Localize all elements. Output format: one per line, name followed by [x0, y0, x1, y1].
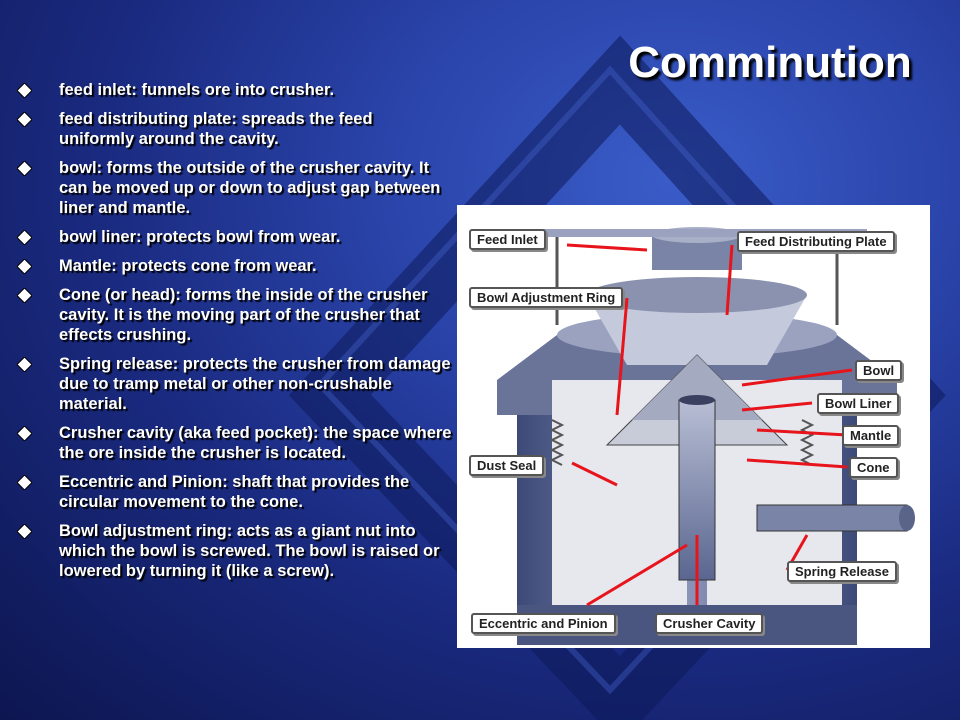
bullet-text: Spring release: protects the crusher from damage due to tramp metal or other non-crushable material.	[59, 355, 451, 413]
label-feed-inlet: Feed Inlet	[469, 229, 546, 250]
bullet-item	[12, 80, 452, 100]
label-bowl: Bowl	[855, 360, 902, 381]
diamond-bullet-icon	[17, 161, 32, 176]
bullet-item	[12, 109, 452, 149]
label-cone: Cone	[849, 457, 898, 478]
bullet-text: Cone (or head): forms the inside of the crusher cavity. It is the moving part of the crusher that effects crushing.	[59, 286, 428, 344]
diamond-bullet-icon	[17, 83, 32, 98]
diamond-bullet-icon	[17, 475, 32, 490]
label-feed-distributing-plate: Feed Distributing Plate	[737, 231, 895, 252]
bullet-item	[12, 285, 452, 345]
bullet-item	[12, 472, 452, 512]
diamond-bullet-icon	[17, 357, 32, 372]
label-eccentric-and-pinion: Eccentric and Pinion	[471, 613, 616, 634]
bullet-item	[12, 256, 452, 276]
bullet-item	[12, 423, 452, 463]
bullet-text: Eccentric and Pinion: shaft that provides the circular movement to the cone.	[59, 473, 410, 511]
bullet-text: bowl liner: protects bowl from wear.	[59, 228, 341, 246]
label-crusher-cavity: Crusher Cavity	[655, 613, 763, 634]
bullet-text: feed distributing plate: spreads the feed uniformly around the cavity.	[59, 110, 373, 148]
label-mantle: Mantle	[842, 425, 899, 446]
diamond-bullet-icon	[17, 524, 32, 539]
diamond-bullet-icon	[17, 112, 32, 127]
crusher-diagram	[457, 205, 930, 648]
label-bowl-liner: Bowl Liner	[817, 393, 899, 414]
diamond-bullet-icon	[17, 288, 32, 303]
diamond-bullet-icon	[17, 426, 32, 441]
diamond-bullet-icon	[17, 259, 32, 274]
bullet-list	[12, 80, 452, 590]
label-dust-seal: Dust Seal	[469, 455, 544, 476]
bullet-text: Crusher cavity (aka feed pocket): the space where the ore inside the crusher is located.	[59, 424, 452, 462]
bullet-text: feed inlet: funnels ore into crusher.	[59, 81, 335, 99]
bullet-text: bowl: forms the outside of the crusher cavity. It can be moved up or down to adjust gap between liner and mantle.	[59, 159, 441, 217]
bullet-item	[12, 521, 452, 581]
bullet-text: Bowl adjustment ring: acts as a giant nut into which the bowl is screwed. The bowl is raised or lowered by turning it (like a screw).	[59, 522, 440, 580]
bullet-text: Mantle: protects cone from wear.	[59, 257, 317, 275]
slide-title: Comminution	[628, 38, 912, 87]
bullet-item	[12, 158, 452, 218]
label-spring-release: Spring Release	[787, 561, 897, 582]
bullet-item	[12, 354, 452, 414]
bullet-item	[12, 227, 452, 247]
label-bowl-adjustment-ring: Bowl Adjustment Ring	[469, 287, 623, 308]
diamond-bullet-icon	[17, 230, 32, 245]
